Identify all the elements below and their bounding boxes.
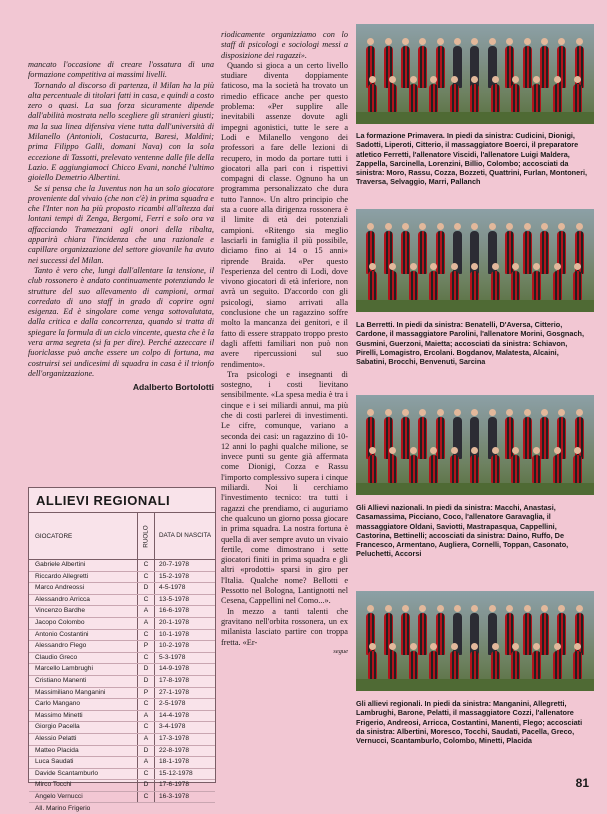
player-figure [450,447,459,483]
player-name: Cristiano Manenti [35,676,87,684]
player-name: Carlo Mangano [35,700,81,708]
player-name: Antonio Costantini [35,630,89,638]
player-name: Angelo Vernucci [35,792,83,800]
player-birthdate: 16-6-1978 [159,607,190,615]
player-figure [470,76,479,112]
player-birthdate: 10-2-1978 [159,642,190,650]
caption-allievi-nazionali: Gli Allievi nazionali. In piedi da sinistra: Macchi, Anastasi, Casamassima, Picciano, Coco, l'allenatore Garavaglia, il massaggiatore Oldani, Saviotti, Mastrapasqua, Cappellini, Castorina, Bettinelli; accosciati da sinistra: Daino, Ruffo, De Francesco, Armentano, Augliera, Cornelli, Toppan, Casonato, Peluchetti, Accorsi [356,503,569,559]
player-figure [573,76,582,112]
table-row [29,583,215,595]
player-name: Alessandro Arricca [35,595,90,603]
table-row [29,630,215,642]
player-figure [368,643,377,679]
player-name: Giorgio Pacella [35,723,80,731]
player-birthdate: 5-3-1978 [159,653,186,661]
table-row [29,688,215,700]
player-figure [553,447,562,483]
article-column-left [28,60,214,393]
player-figure [573,447,582,483]
page-number: 81 [575,776,589,790]
player-figure [511,76,520,112]
player-figure [511,643,520,679]
player-role: C [137,572,155,583]
player-birthdate: 13-5-1978 [159,595,190,603]
table-title: ALLIEVI REGIONALI [29,488,215,513]
table-row [29,711,215,723]
column-header-birthdate: DATA DI NASCITA [159,532,212,539]
grass [356,679,594,691]
player-figure [491,447,500,483]
player-role: D [137,664,155,675]
player-role: A [137,734,155,745]
player-figure [491,263,500,300]
caption-berretti: La Berretti. In piedi da sinistra: Benatelli, D'Aversa, Citterio, Cardone, il massaggiatore Parolini, l'allenatore Morini, Gosgnach, Gusmini, Guerzoni, Maietta; accosciati da sinistra: Schiavon, Pirelli, Lomagistro, Ercolani. Bogdanov, Malatesta, Alcaini, Sabatini, Brocchi, Benvenuti, Sarcina [356,320,584,367]
table-row [29,699,215,711]
players-crouching [362,447,588,483]
player-figure [553,76,562,112]
players-crouching [362,76,588,112]
table-row [29,792,215,804]
player-name: Mirco Tocchi [35,781,72,789]
player-figure [368,263,377,300]
player-name: Marcello Lambrughi [35,665,93,673]
player-figure [573,263,582,300]
table-row [29,734,215,746]
player-figure [409,643,418,679]
player-figure [532,643,541,679]
player-name: Massimiliano Manganini [35,688,106,696]
player-birthdate: 16-3-1978 [159,792,190,800]
player-figure [450,263,459,300]
player-figure [470,643,479,679]
player-role: A [137,757,155,768]
player-name: Claudio Greco [35,653,78,661]
player-name: Alessio Pelatti [35,734,77,742]
table-header [29,513,215,560]
player-figure [491,643,500,679]
player-figure [368,76,377,112]
table-row [29,757,215,769]
column-header-player: GIOCATORE [35,532,73,540]
player-figure [388,447,397,483]
players-crouching [362,643,588,679]
player-name: Matteo Placida [35,746,79,754]
player-birthdate: 10-1-1978 [159,630,190,638]
player-figure [450,76,459,112]
paragraph: In mezzo a tanti talenti che gravitano nell'orbita rossonera, un ex milanista lasciato partire con troppa fretta. «Er- [221,606,348,647]
photo-primavera [356,24,594,124]
player-figure [491,76,500,112]
player-figure [532,447,541,483]
table-row [29,595,215,607]
player-figure [553,263,562,300]
grass [356,112,594,124]
photo-berretti [356,209,594,312]
player-birthdate: 20-7-1978 [159,561,190,568]
player-role: C [137,630,155,641]
player-figure [511,263,520,300]
paragraph: Se si pensa che la Juventus non ha un solo giocatore proveniente dal vivaio (che non c'è) in prima squadra e che l'Inter non ha più proposto ricambi all'altezza dai lontani tempi di Zenga, Bergomi, Ferri e solo ora va affacciando Tramezzani agli onori della ribalta, apparirà chiara l'incidenza che una razionale e capillare organizzazione del settore giovanile ha avuto nei successi del Milan. [28,183,214,265]
table-row [29,572,215,584]
player-figure [429,76,438,112]
player-figure [532,263,541,300]
player-figure [470,263,479,300]
player-role: A [137,618,155,629]
player-figure [409,447,418,483]
table-row [29,653,215,665]
grass [356,300,594,312]
player-role: C [137,769,155,780]
player-birthdate: 15-12-1978 [159,769,193,777]
player-birthdate: 14-4-1978 [159,711,190,719]
player-name: Vincenzo Bardhe [35,607,86,615]
article-author: Adalberto Bortolotti [132,382,214,393]
player-figure [429,447,438,483]
grass [356,483,594,495]
player-figure [388,643,397,679]
player-name: Luca Saudati [35,758,74,766]
caption-allievi-regionali: Gli allievi regionali. In piedi da sinistra: Manganini, Allegretti, Lambrughi, Barone, Pelatti, il massaggiatore Cozzi, l'allenatore Frigerio, Andreosi, Arricca, Costantini, Manenti, Flego; accosciati da sinistra: Albertini, Moresco, Tocchi, Saudati, Pacella, Greco, Vernucci, Scantamburlo, Colombo, Minetti, Placida [356,699,583,746]
article-column-middle [221,30,348,656]
player-role: C [137,560,155,571]
table-row [29,769,215,781]
player-role: A [137,606,155,617]
photo-allievi-regionali [356,591,594,691]
player-figure [553,643,562,679]
table-row [29,664,215,676]
player-name: Davide Scantamburlo [35,769,99,777]
player-figure [532,76,541,112]
player-birthdate: 17-3-1978 [159,734,190,742]
table-row [29,676,215,688]
table-body [29,560,215,803]
player-role: C [137,653,155,664]
player-role: D [137,676,155,687]
player-name: Massimo Minetti [35,711,83,719]
player-figure [368,447,377,483]
player-role: P [137,688,155,699]
player-figure [429,263,438,300]
player-role: D [137,780,155,791]
player-birthdate: 2-5-1978 [159,700,186,708]
player-name: Riccardo Allegretti [35,572,89,580]
table-row [29,641,215,653]
table-row [29,618,215,630]
continued-label: segue [333,647,348,655]
player-birthdate: 15-2-1978 [159,572,190,580]
player-name: Alessandro Flego [35,642,87,650]
allievi-regionali-table [28,487,216,813]
player-birthdate: 14-9-1978 [159,665,190,673]
caption-primavera: La formazione Primavera. In piedi da sinistra: Cudicini, Dionigi, Sadotti, Liperoti, Citterio, il massaggiatore Boerci, il preparatore atletico Ferretti, l'allenatore Viscidi, l'allenatore Luigi Maldera, Zappella, Sarcinella, Lorenzini, Billio, Colombo; accosciati da sinistra: Moro, Rassu, Cozza, Bozzeti, Quattrini, Furlan, Montoneri, Traversa, Selvaggio, Marri, Pallanch [356,131,588,187]
player-role: C [137,595,155,606]
player-name: Gabriele Albertini [35,561,86,568]
paragraph: Quando si gioca a un certo livello studiare diventa doppiamente faticoso, ma la società ha trovato un rimedio efficace anche per questo problema: «Per supplire alle inevitabili assenze dovute agli impegni agonistici, tutte le sere a Lodi e Milanello vengono dei professori a fare delle lezioni di recupero, in modo da portare tutti i giocatori alla pari con i rispettivi compagni di classe. Ognuno ha un programma personalizzato che dura tutto l'anno». Un altro principio che sta a cuore alla dirigenza rossonera è il limite di età dei potenziali campioni. «Ritengo sia meglio lasciarli in famiglia il più possibile, diciamo fino ai 14 o 15 anni» riprende Braida. «Per questo l'esperienza del centro di Lodi, dove vivono giocatori di età inferiore, non avrà un seguito. D'accordo con gli psicologi, siamo arrivati alla conclusione che un ragazzino soffre molto la mancanza dei genitori, e il fatto di essere strappato troppo presto dagli affetti familiari non può non avere ripercussioni sul suo rendimento». [221,60,348,369]
player-figure [470,447,479,483]
player-figure [409,76,418,112]
paragraph: Tanto è vero che, lungi dall'allentare la tensione, il club rossonero è andato continuamente potenziando le strutture del suo allevamento di campioni, ormai corredato di uno staff in grado di coprire ogni esigenza. Ed è singolare come venga sottovalutata, dalla critica e dalla concorrenza, quando si tratta di spiegare la formula di un ciclo vincente, questa che è la vera arma segreta (si fa per dire). Perché azzeccare il fuoriclasse può anche essere un colpo di fortuna, ma costruirsi sei undicesimi di squadra in casa è il trionfo dell'organizzazione. [28,265,214,378]
player-birthdate: 27-1-1978 [159,688,190,696]
player-figure [388,263,397,300]
table-row [29,780,215,792]
player-figure [511,447,520,483]
player-role: D [137,583,155,594]
player-role: P [137,641,155,652]
player-figure [388,76,397,112]
paragraph: Tornando al discorso di partenza, il Milan ha la più alta percentuale di titolari fatti in casa, e quindi a costo zero o quasi. La sua forza sicuramente dipende dall'abilità mostrata nello scegliere gli stranieri giusti; ma la sua linea difensiva viene tutta dall'università di Milanello (Antonioli, Costacurta, Baresi, Maldini; prima Filippo Galli, domani Nava) con la sola eccezione di Tassotti, prelevato ventenne dalle file della Lazio. E aggiungiamoci Chicco Evani, nonché l'ultimo gioiello Demetrio Albertini. [28,80,214,183]
player-birthdate: 22-8-1978 [159,746,190,754]
player-figure [409,263,418,300]
player-birthdate: 3-4-1978 [159,723,186,731]
player-birthdate: 18-1-1978 [159,758,190,766]
player-birthdate: 4-5-1978 [159,584,186,592]
player-birthdate: 17-8-1978 [159,676,190,684]
column-header-role: RUOLO [137,513,155,559]
player-role: C [137,699,155,710]
players-crouching [362,263,588,300]
coach-note: All. Marino Frigerio [35,805,91,813]
player-birthdate: 20-1-1978 [159,618,190,626]
player-figure [450,643,459,679]
table-row [29,560,215,572]
player-name: Jacopo Colombo [35,618,85,626]
player-figure [573,643,582,679]
player-role: A [137,711,155,722]
player-role: D [137,746,155,757]
table-row [29,606,215,618]
player-birthdate: 17-6-1978 [159,781,190,789]
player-name: Marco Andreossi [35,584,85,592]
player-role: C [137,722,155,733]
photo-allievi-nazionali [356,395,594,495]
paragraph: mancato l'occasione di creare l'ossatura di una formazione competitiva ai massimi livelli. [28,60,214,80]
table-row [29,746,215,758]
player-figure [429,643,438,679]
table-row [29,722,215,734]
paragraph: riodicamente organizziamo con lo staff di psicologi e sociologi messi a disposizione dei ragazzi». [221,30,348,60]
player-role: C [137,792,155,803]
paragraph: Tra psicologi e insegnanti di sostegno, i costi lievitano sensibilmente. «La spesa media è tra i cinque e i sei miliardi annui, ma più che di costi parlerei di investimenti. Le cifre, comunque, variano a seconda dei casi: un ragazzino di 10-12 anni lo paghi qualche milione, se invece punti su gente già affermata come Dionigi, Cozza e Rassu l'importo complessivo supera i cinque miliardi. Noi li cerchiamo l'investimento tecnico: tra tutti i ragazzi che prendiamo, ci auguriamo che qualcuno un giorno possa giocare in prima squadra. La nostra fortuna è quella di aver sempre avuto un vivaio fertile, come dimostrano i sette giocatori finiti in prima squadra e gli altri «prodotti» sparsi in giro per l'Italia. Qualche nome? Bellotti e Pessotto nel Bologna, Lantignotti nel Cesena, Cappellini nel Como...». [221,369,348,606]
